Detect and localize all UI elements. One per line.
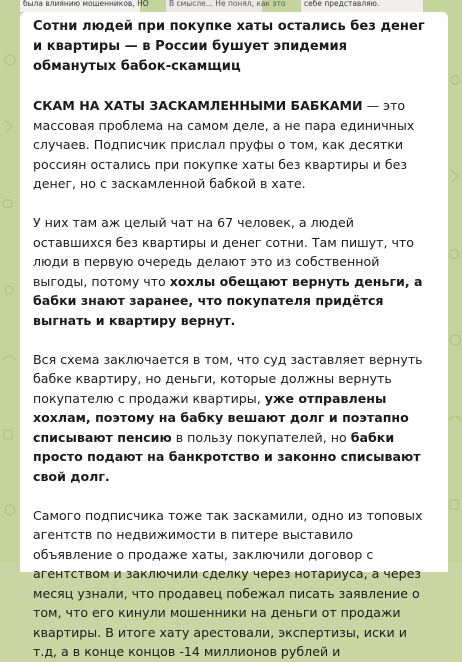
message-paragraph — [33, 350, 434, 487]
paragraph-text: У них там аж целый чат на 67 человек, а людей оставшихся без квартиры и денег сотни. Там пишут, что люди в первую очередь делают это из собственной выгоды, потому что — [33, 215, 414, 289]
message-bubble[interactable] — [20, 12, 448, 659]
bold-text: хохлы обещают вернуть деньги, а бабки знают заранее, что покупателя придётся выгнать и квартиру вернут. — [33, 273, 423, 328]
paragraph-text: Вся схема заключается в том, что суд заставляет вернуть бабке квартиру, но деньги, которые должны вернуть покупателю с продажи квартиры, — [33, 351, 423, 406]
previous-message-preview[interactable] — [166, 0, 286, 12]
previous-messages-strip — [0, 0, 462, 12]
bold-text: бабки просто подают на банкротство и законно списывают свой долг. — [33, 429, 421, 484]
message-headline: Сотни людей при покупке хаты остались без денег и квартиры — в России бушует эпидемия обманутых бабок-скамщиц — [33, 19, 425, 74]
preview-text: В смысле... Не понял, как это — [169, 0, 286, 8]
message-paragraph: Самого подписчика тоже так заскамили, одно из топовых агентств по недвижимости в питере выставило объявление о продаже хаты, заключили договор с агентством и заключили сделку через нотариуса, а через месяц узнали, что продавец побежал писать заявление о том, что его кинули мошенники на деньги от продажи квартиры. В итоге хату арестовали, экспертизы, иски и т.д, а в конце концов -14 миллионов рублей и — [33, 507, 423, 659]
previous-message-preview[interactable] — [20, 0, 149, 12]
bold-text: уже отправлены хохлам, поэтому на бабку вешают долг и поэтапно списывают пенсию — [33, 390, 409, 445]
bold-text: СКАМ НА ХАТЫ ЗАСКАМЛЕННЫМИ БАБКАМИ — [33, 98, 363, 113]
message-paragraph — [33, 96, 434, 194]
previous-message-preview[interactable] — [301, 0, 423, 12]
paragraph-text: — это массовая проблема на самом деле, а не пара единичных случаев. Подписчик прислал пруфы о том, как десятки россиян остались при покупке хаты без квартиры и без денег, но с заскамленной бабкой в хате. — [33, 98, 415, 191]
message-paragraph — [33, 213, 434, 330]
paragraph-text: в пользу покупателей, но — [171, 429, 351, 445]
preview-text: была влиянию мошенников, НО — [23, 0, 149, 8]
preview-text: себе представляю. — [304, 0, 380, 8]
